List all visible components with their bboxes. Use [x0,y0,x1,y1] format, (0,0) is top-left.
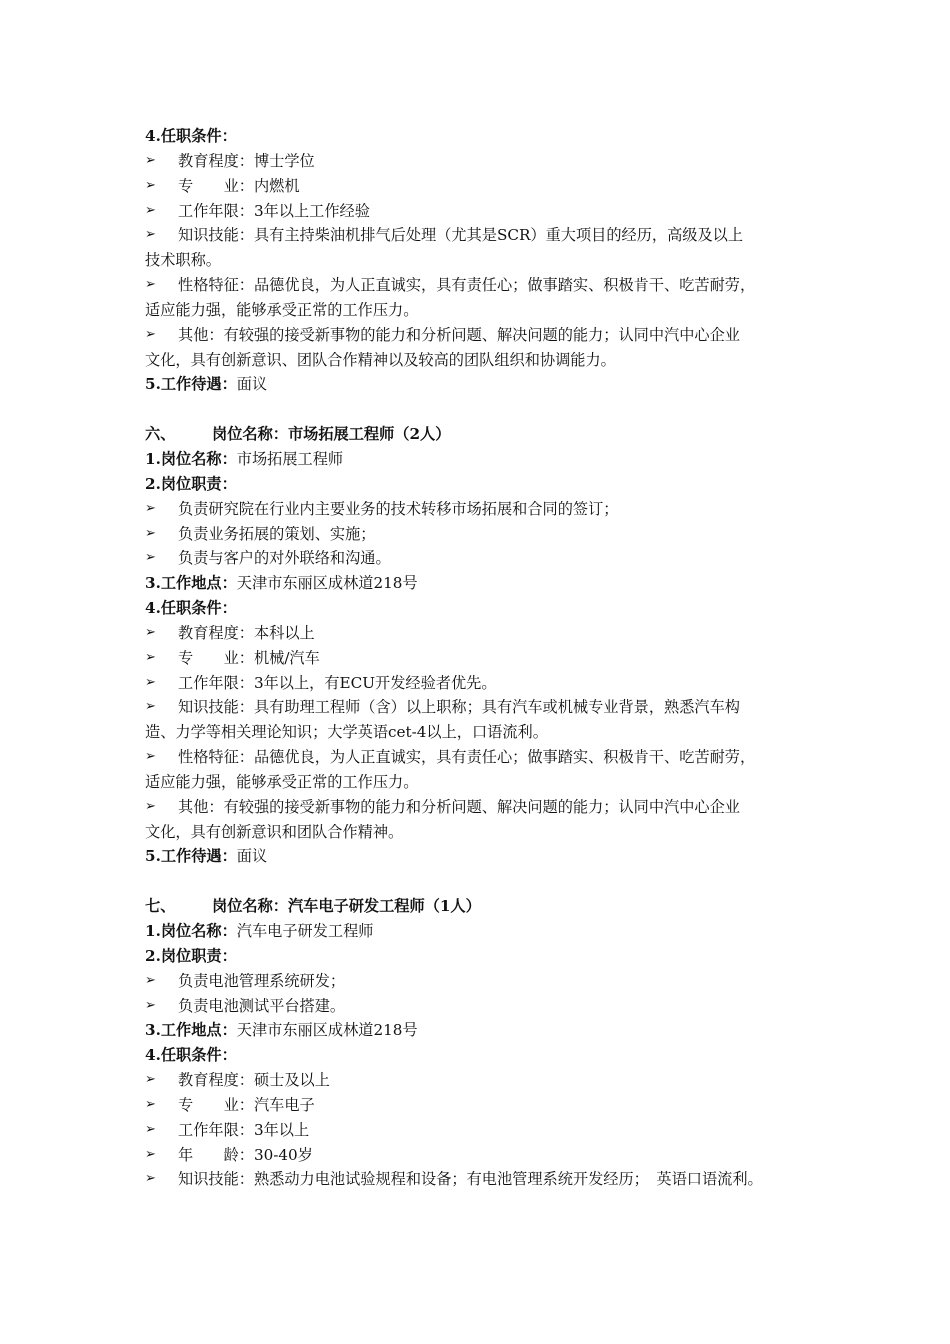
bullet-text: 专 业：内燃机 [178,176,300,195]
bullet-item [145,522,825,547]
bullet-arrow-icon: ➢ [145,699,156,715]
field-line [145,447,825,472]
bullet-item [145,223,825,248]
bullet-item [145,695,825,720]
field-value: 面议 [236,847,268,866]
bullet-continuation [145,298,825,323]
field-value: 面议 [236,375,268,394]
bullet-text: 知识技能：具有助理工程师（含）以上职称；具有汽车或机械专业背景，熟悉汽车构 [178,698,740,717]
bullet-continuation [145,720,825,745]
section-title: 岗位名称：市场拓展工程师（2人） [212,425,451,444]
bullet-item [145,1167,825,1192]
bullet-arrow-icon: ➢ [145,649,156,665]
bullet-text: 性格特征：品德优良，为人正直诚实，具有责任心；做事踏实、积极肯干、吃苦耐劳， [178,276,756,295]
bullet-arrow-icon: ➢ [145,177,156,193]
bullet-continuation [145,248,825,273]
bullet-item [145,323,825,348]
bullet-item [145,199,825,224]
bullet-text: 知识技能：熟悉动力电池试验规程和设备；有电池管理系统开发经历； 英语口语流利。 [178,1170,763,1189]
bullet-arrow-icon: ➢ [145,277,156,293]
bullet-text: 教育程度：硕士及以上 [178,1071,330,1090]
bullet-text: 技术职称。 [145,251,221,270]
bullet-item [145,1068,825,1093]
bullet-text: 教育程度：本科以上 [178,623,315,642]
bullet-text: 知识技能：具有主持柴油机排气后处理（尤其是SCR）重大项目的经历，高级及以上 [178,226,744,245]
bullet-arrow-icon: ➢ [145,326,156,342]
bullet-text: 造、力学等相关理论知识；大学英语cet-4以上，口语流利。 [145,723,548,742]
field-label: 5.工作待遇： [145,375,237,394]
bullet-item [145,745,825,770]
field-label: 4.任职条件： [145,1046,237,1065]
bullet-arrow-icon: ➢ [145,202,156,218]
section-heading [145,894,825,919]
bullet-arrow-icon: ➢ [145,227,156,243]
field-label: 3.工作地点： [145,574,237,593]
field-line [145,844,825,869]
bullet-item [145,1118,825,1143]
bullet-text: 负责与客户的对外联络和沟通。 [178,549,391,568]
field-label: 2.岗位职责： [145,946,237,965]
bullet-item [145,994,825,1019]
field-label: 4.任职条件： [145,127,237,145]
bullet-text: 文化，具有创新意识、团队合作精神以及较高的团队组织和协调能力。 [145,350,616,369]
bullet-item [145,1143,825,1168]
section-spacer [145,869,825,894]
field-label: 2.岗位职责： [145,474,237,493]
field-value: 汽车电子研发工程师 [236,922,374,940]
bullet-text: 性格特征：品德优良，为人正直诚实，具有责任心；做事踏实、积极肯干、吃苦耐劳， [178,748,756,767]
field-line [145,1043,825,1068]
document-body [145,124,825,1192]
bullet-continuation [145,770,825,795]
bullet-item [145,969,825,994]
field-line [145,372,825,397]
section-spacer [145,397,825,422]
bullet-text: 专 业：汽车电子 [178,1095,315,1114]
bullet-arrow-icon: ➢ [145,1171,156,1187]
bullet-arrow-icon: ➢ [145,972,156,988]
bullet-arrow-icon: ➢ [145,749,156,765]
bullet-item [145,497,825,522]
bullet-arrow-icon: ➢ [145,152,156,168]
bullet-arrow-icon: ➢ [145,798,156,814]
section-number: 六、 [145,425,176,444]
bullet-arrow-icon: ➢ [145,624,156,640]
section-number: 七、 [145,897,176,916]
field-label: 1.岗位名称： [145,922,237,940]
bullet-arrow-icon: ➢ [145,674,156,690]
bullet-arrow-icon: ➢ [145,500,156,516]
field-value: 天津市东丽区成林道218号 [236,1021,418,1040]
bullet-arrow-icon: ➢ [145,1072,156,1088]
bullet-text: 负责研究院在行业内主要业务的技术转移市场拓展和合同的签订； [178,499,619,518]
field-value: 天津市东丽区成林道218号 [236,574,418,593]
field-line [145,944,825,969]
bullet-item [145,646,825,671]
bullet-text: 负责电池测试平台搭建。 [178,996,346,1015]
bullet-arrow-icon: ➢ [145,1146,156,1162]
bullet-item [145,671,825,696]
bullet-item [145,149,825,174]
bullet-item [145,1093,825,1118]
bullet-text: 年 龄：30-40岁 [178,1145,313,1164]
bullet-text: 工作年限：3年以上 [178,1120,310,1139]
field-label: 3.工作地点： [145,1021,237,1040]
bullet-item [145,174,825,199]
bullet-continuation [145,820,825,845]
bullet-text: 教育程度：博士学位 [178,151,315,170]
field-line [145,124,825,149]
bullet-text: 文化，具有创新意识和团队合作精神。 [145,822,404,841]
field-line [145,1018,825,1043]
bullet-text: 专 业：机械/汽车 [178,648,320,667]
bullet-arrow-icon: ➢ [145,997,156,1013]
field-label: 4.任职条件： [145,599,237,618]
bullet-text: 适应能力强，能够承受正常的工作压力。 [145,300,419,319]
section-title: 岗位名称：汽车电子研发工程师（1人） [212,897,481,916]
bullet-text: 其他：有较强的接受新事物的能力和分析问题、解决问题的能力；认同中汽中心企业 [178,797,740,816]
field-label: 5.工作待遇： [145,847,237,866]
bullet-item [145,546,825,571]
bullet-item [145,273,825,298]
field-line [145,472,825,497]
section-heading [145,422,825,447]
bullet-text: 适应能力强，能够承受正常的工作压力。 [145,772,419,791]
field-line [145,571,825,596]
bullet-item [145,795,825,820]
bullet-text: 工作年限：3年以上，有ECU开发经验者优先。 [178,673,497,692]
bullet-arrow-icon: ➢ [145,550,156,566]
bullet-arrow-icon: ➢ [145,525,156,541]
field-value: 市场拓展工程师 [236,449,344,468]
bullet-arrow-icon: ➢ [145,1121,156,1137]
field-line [145,596,825,621]
bullet-text: 其他：有较强的接受新事物的能力和分析问题、解决问题的能力；认同中汽中心企业 [178,325,740,344]
bullet-item [145,621,825,646]
bullet-text: 负责电池管理系统研发； [178,971,346,990]
field-line [145,919,825,944]
bullet-arrow-icon: ➢ [145,1096,156,1112]
bullet-continuation [145,348,825,373]
field-label: 1.岗位名称： [145,449,237,468]
bullet-text: 负责业务拓展的策划、实施； [178,524,376,543]
bullet-text: 工作年限：3年以上工作经验 [178,201,370,220]
